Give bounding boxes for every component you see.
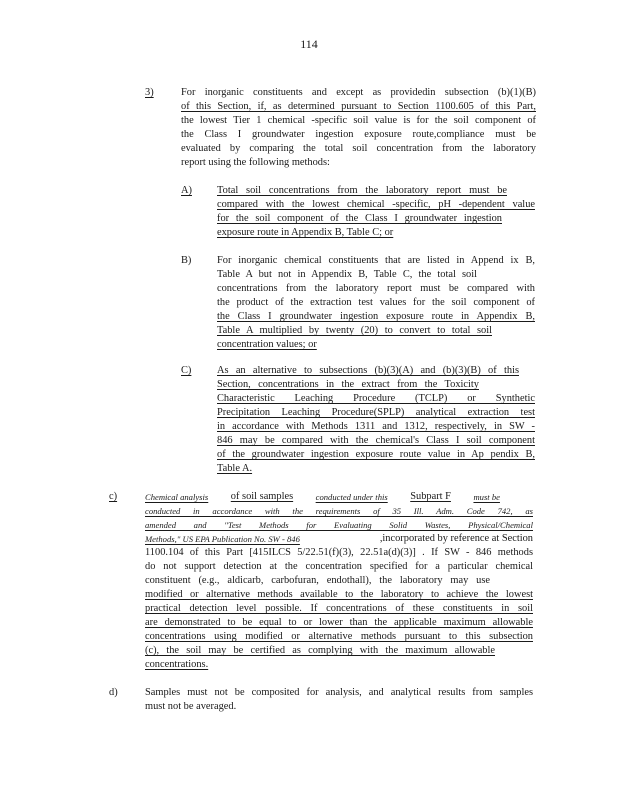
section-c-line-1-part: Chemical analysis [145,492,209,502]
section-c-underlined-line: practical detection level possible. If concentrations of these constituents in soil [145,603,533,614]
item-c-line: As an alternative to subsections (b)(3)(A) and (b)(3)(B) of this [217,365,519,376]
item-c-text [217,364,535,476]
item-3-text [181,86,536,170]
item-b-text [217,254,535,352]
section-c-line-4 [145,532,533,546]
item-c-line: Section, concentrations in the extract from the Toxicity [217,379,479,390]
item-c-line: of the groundwater ingestion exposure route value in Ap pendix B, [217,449,535,460]
section-c-line-1-part: Subpart F [410,491,451,502]
item-b-line: the product of the extraction test values for the soil component of [217,297,535,308]
section-c-underlined-line: concentrations using modified or alternative methods pursuant to this subsection [145,631,533,642]
item-c-line: Precipitation Leaching Procedure(SPLP) analytical extraction test [217,407,535,418]
item-c-line: Characteristic Leaching Procedure (TCLP) or Synthetic [217,393,535,404]
section-d-line: Samples must not be composited for analysis, and analytical results from samples [145,687,533,698]
section-c-line: constituent (e.g., aldicarb, carbofuran, endothall), the laboratory may use [145,575,490,586]
section-c-line-4-part: ,incorporated by reference at Section [379,533,533,544]
section-d-line: must not be averaged. [145,701,237,712]
section-c-underlined-line: modified or alternative methods available to the laboratory to achieve the lowest [145,589,533,600]
item-c-label: C) [181,365,192,376]
item-3-line: For inorganic constituents and except as providedin subsection (b)(1)(B) [181,87,536,98]
item-c-line: Table A. [217,463,253,474]
section-c-line-1-part: must be [473,492,500,502]
item-b-line: concentrations from the laboratory report must be compared with [217,283,535,294]
section-c-line-1 [145,490,500,504]
page-number: 114 [300,37,318,51]
item-b-line: Table A multiplied by twenty (20) to convert to total soil [217,325,492,336]
section-d-label: d) [109,687,118,698]
section-c-underlined-line: concentrations. [145,659,209,670]
section-c-underlined-line: (c), the soil may be certified as complying with the maximum allowable [145,645,495,656]
item-b-line: Table A but not in Appendix B, Table C, the total soil [217,269,477,280]
item-3-line: of this Section, if, as determined pursuant to Section 1100.605 of this Part, [181,101,536,112]
item-c-line: 846 may be compared with the chemical's Class I soil component [217,435,535,446]
section-c-text [145,490,533,672]
section-c-italic-line: conducted in accordance with the requirements of 35 Ill. Adm. Code 742, as [145,506,533,516]
item-3-line: evaluated by comparing the total soil concentration from the laboratory [181,143,536,154]
item-3-line: report using the following methods: [181,157,330,168]
section-c-label: c) [109,491,118,502]
item-b-line: the Class I groundwater ingestion exposure route in Appendix B, [217,311,535,322]
item-b-line: concentration values; or [217,339,317,350]
item-a-line: exposure route in Appendix B, Table C; or [217,227,394,238]
section-c-line-1-part: conducted under this [315,492,388,502]
section-c-italic-line: amended and "Test Methods for Evaluating Solid Wastes, Physical/Chemical [145,520,533,530]
section-c-line: do not support detection at the concentration specified for a particular chemical [145,561,533,572]
section-c-line-1-part: of soil samples [230,491,294,502]
section-c-line-4-part: Methods," US EPA Publication No. SW - 846 [145,534,300,544]
section-c-underlined-line: are demonstrated to be equal to or lower than the applicable maximum allowable [145,617,533,628]
item-a-label: A) [181,185,192,196]
item-3-line: the Class I groundwater ingestion exposure route,compliance must be [181,129,536,140]
section-d-text [145,686,533,714]
item-a-line: for the soil component of the Class I groundwater ingestion [217,213,502,224]
item-b-label: B) [181,255,192,266]
item-a-line: compared with the lowest chemical -specific, pH -dependent value [217,199,535,210]
item-a-line: Total soil concentrations from the laboratory report must be [217,185,507,196]
item-a-text [217,184,535,240]
item-3-line: the lowest Tier 1 chemical -specific soil value is for the soil component of [181,115,536,126]
item-b-line: For inorganic chemical constituents that are listed in Append ix B, [217,255,535,266]
section-c-line: 1100.104 of this Part [415ILCS 5/22.51(f)(3), 22.51a(d)(3)] . If SW - 846 methods [145,547,533,558]
item-3-label: 3) [145,87,154,98]
item-c-line: in accordance with Methods 1311 and 1312, respectively, in SW - [217,421,535,432]
